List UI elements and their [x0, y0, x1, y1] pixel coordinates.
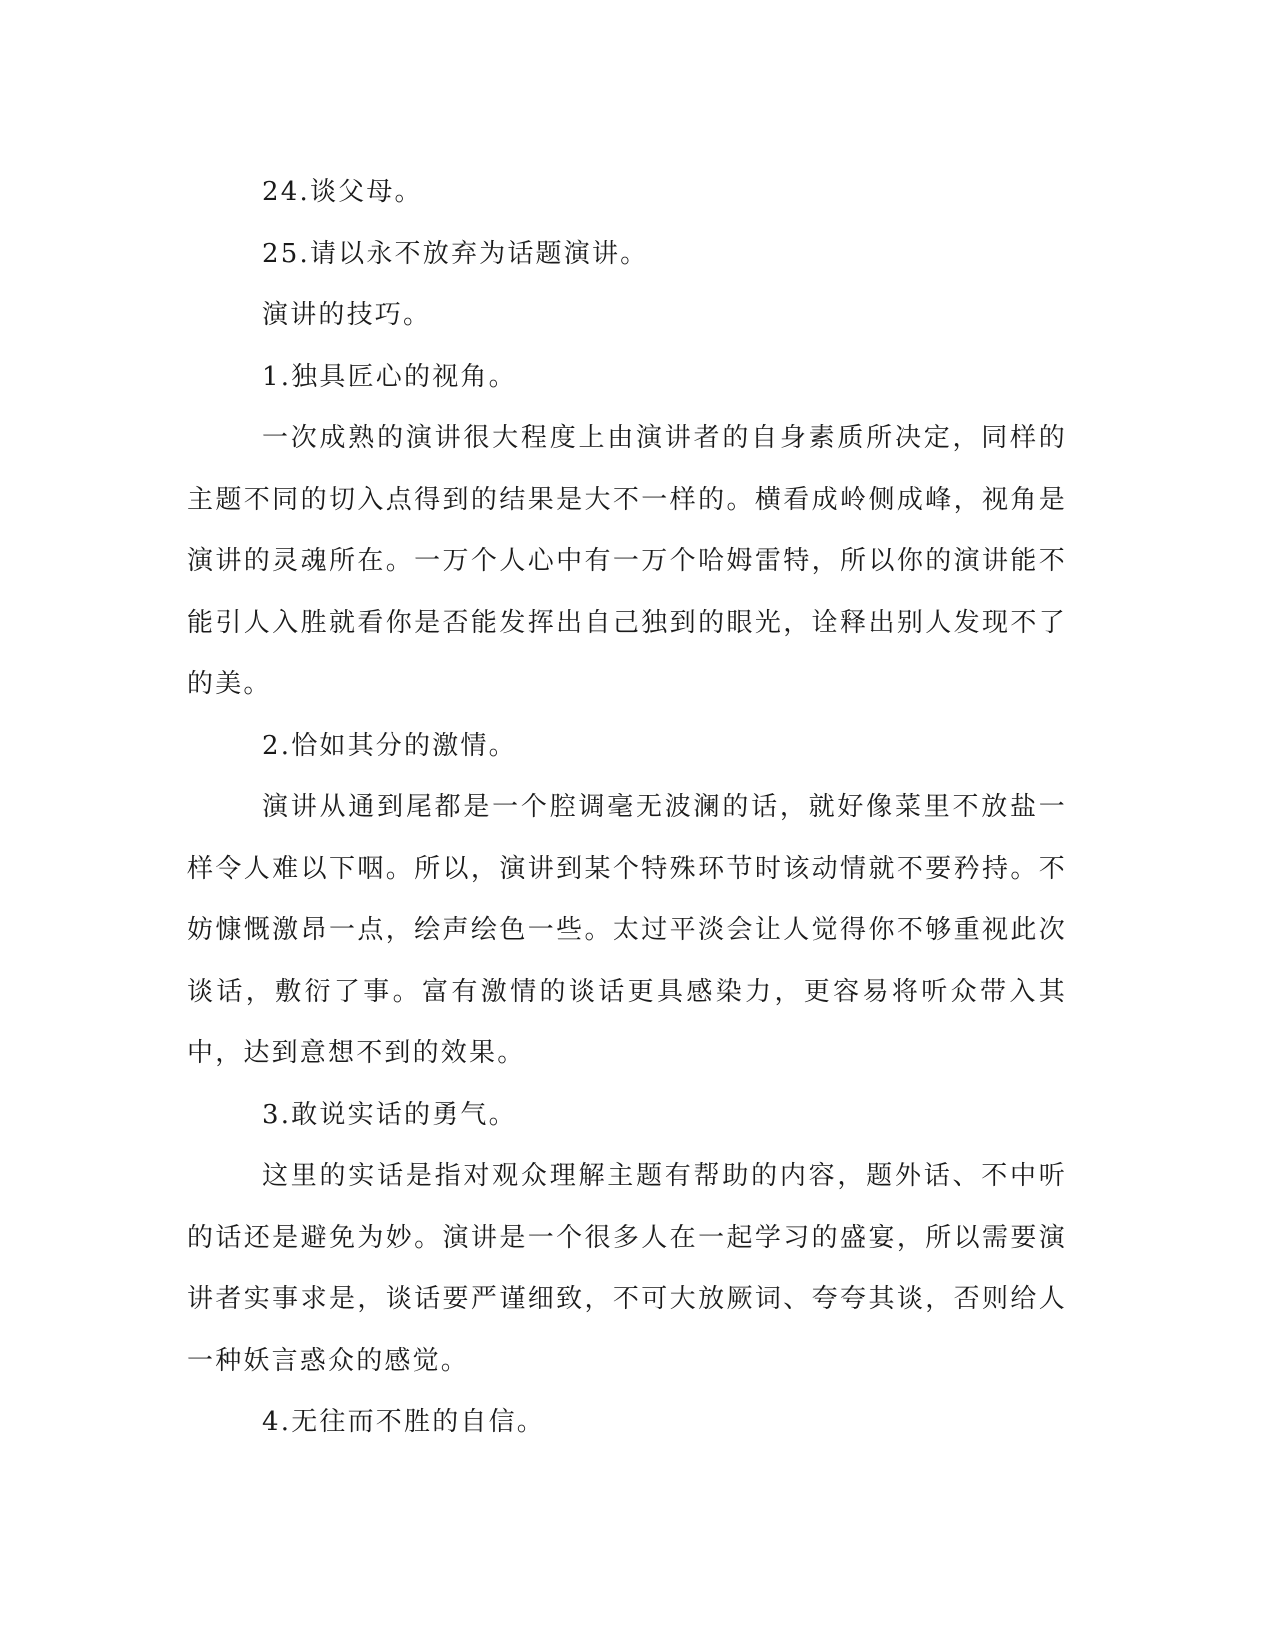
- tip-body-2: 演讲从通到尾都是一个腔调毫无波澜的话，就好像菜里不放盐一样令人难以下咽。所以，演讲到某个特殊环节时该动情就不要矜持。不妨慷慨激昂一点，绘声绘色一些。太过平淡会让人觉得你不够重视此次谈话，敷衍了事。富有激情的谈话更具感染力，更容易将听众带入其中，达到意想不到的效果。: [187, 792, 1067, 1068]
- list-item-25: 25.请以永不放弃为话题演讲。: [262, 238, 649, 269]
- tip-heading-3: 3.敢说实话的勇气。: [262, 1099, 517, 1130]
- tip-body-3: 这里的实话是指对观众理解主题有帮助的内容，题外话、不中听的话还是避免为妙。演讲是一个很多人在一起学习的盛宴，所以需要演讲者实事求是，谈话要严谨细致，不可大放厥词、夸夸其谈，否则给人一种妖言惑众的感觉。: [187, 1161, 1067, 1376]
- tip-heading-1: 1.独具匠心的视角。: [262, 361, 517, 392]
- tip-body-1: 一次成熟的演讲很大程度上由演讲者的自身素质所决定，同样的主题不同的切入点得到的结果是大不一样的。横看成岭侧成峰，视角是演讲的灵魂所在。一万个人心中有一万个哈姆雷特，所以你的演讲能不能引人入胜就看你是否能发挥出自己独到的眼光，诠释出别人发现不了的美。: [187, 423, 1067, 699]
- section-heading: 演讲的技巧。: [262, 300, 432, 330]
- list-item-24: 24.谈父母。: [262, 177, 423, 207]
- tip-heading-2: 2.恰如其分的激情。: [262, 730, 517, 761]
- tip-heading-4: 4.无往而不胜的自信。: [262, 1407, 546, 1437]
- document-body: [187, 162, 1067, 1454]
